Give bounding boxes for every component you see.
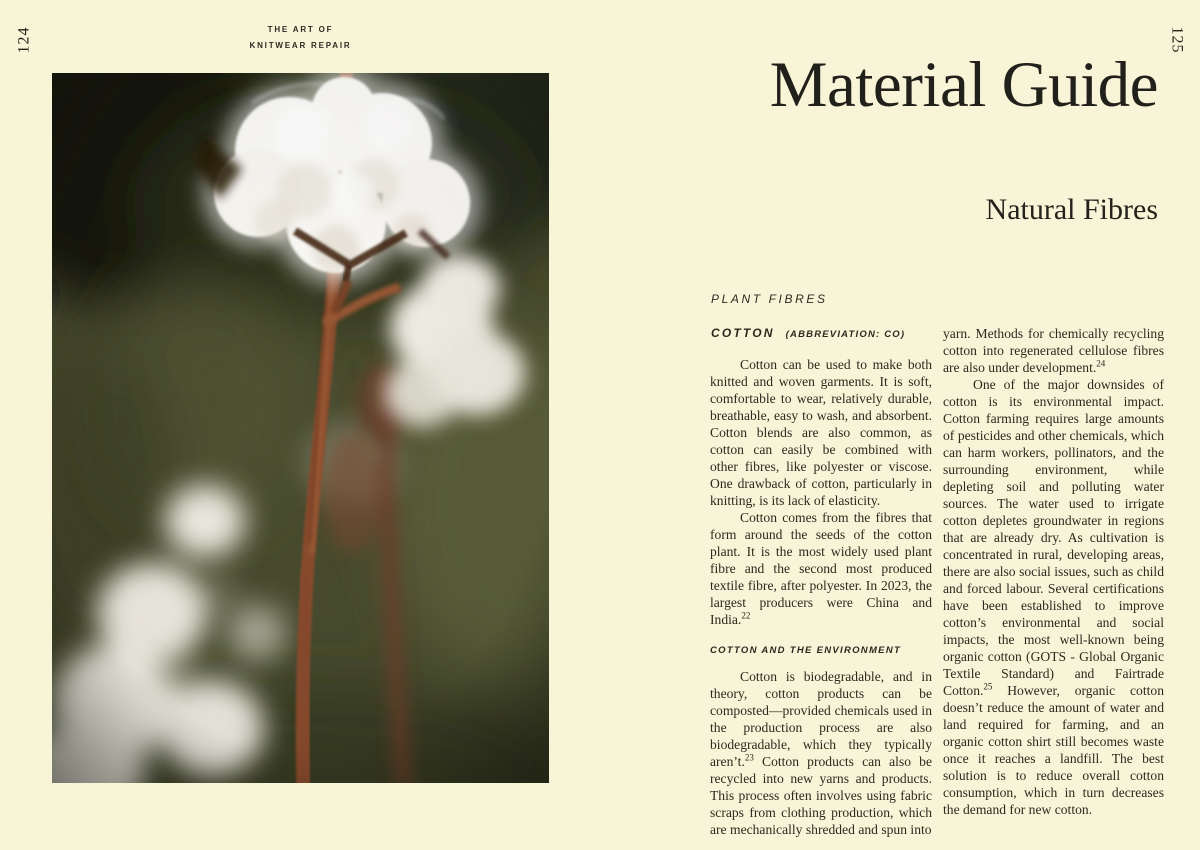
section-label-plant-fibres: PLANT FIBRES	[711, 292, 828, 306]
paragraph	[710, 509, 932, 628]
running-header-line1: THE ART OF	[267, 25, 334, 34]
entry-name: COTTON	[711, 326, 775, 340]
running-header-line2: KNITWEAR REPAIR	[249, 41, 352, 50]
page-number-right	[1154, 18, 1198, 62]
paragraph-text: Cotton comes from the fibres that form around the seeds of the cotton plant. It is the most widely used plant fibre and the second most produced textile fibre, after polyester. In 2023, the largest producers were China and India.	[710, 510, 932, 627]
entry-heading-cotton	[711, 326, 905, 340]
footnote-reference: 25	[983, 681, 993, 692]
paragraph	[943, 376, 1164, 818]
page-number-right-text: 125	[1168, 26, 1185, 54]
text-column-1	[710, 356, 932, 838]
footnote-reference: 23	[744, 752, 754, 763]
text-column-2	[943, 325, 1164, 818]
entry-abbreviation: (ABBREVIATION: CO)	[785, 329, 906, 340]
paragraph-text: yarn. Methods for chemically recycling cotton into regenerated cellulose fibres are also under development.	[943, 326, 1164, 375]
paragraph-text: Cotton products can also be recycled into new yarns and products. This process often involves using fabric scraps from clothing production, which are mechanically shredded and spun into	[710, 754, 932, 837]
page-title: Material Guide	[769, 49, 1158, 121]
paragraph	[710, 668, 932, 838]
photo-vignette	[52, 73, 549, 783]
paragraph-text: One of the major downsides of cotton is its environmental impact. Cotton farming requires large amounts of pesticides and other chemicals, which can harm workers, pollinators, and the surrounding environment, while depleting soil and polluting water sources. The water used to irrigate cotton depletes groundwater in regions that are already dry. As cultivation is concentrated in rural, developing areas, there are also social issues, such as child and forced labour. Several certifications have been established to improve cotton’s environmental and social impacts, the most well-known being organic cotton (GOTS - Global Organic Textile Standard) and Fairtrade Cotton.	[943, 377, 1164, 698]
paragraph-text: Cotton can be used to make both knitted and woven garments. It is soft, comfortable to wear, relatively durable, breathable, easy to wash, and absorbent. Cotton blends are also common, as cotton can easily be combined with other fibres, like polyester or viscose. One drawback of cotton, particularly in knitting, is its lack of elasticity.	[710, 357, 932, 508]
cotton-plant-photo	[52, 73, 549, 783]
footnote-reference: 22	[741, 610, 751, 621]
paragraph-text: Cotton is biodegradable, and in theory, cotton products can be composted—provided chemicals used in the production process are also biodegradable, which they typically aren’t.	[710, 669, 932, 769]
paragraph	[710, 356, 932, 509]
footnote-reference: 24	[1096, 358, 1106, 369]
running-header	[52, 22, 549, 54]
paragraph-text: However, organic cotton doesn’t reduce the amount of water and land required for farming, and an organic cotton shirt still becomes waste once it reaches a landfill. The best solution is to reduce overall cotton consumption, which in turn decreases the demand for new cotton.	[943, 683, 1164, 817]
paragraph	[943, 325, 1164, 376]
page-subtitle: Natural Fibres	[985, 193, 1158, 226]
page-number-left	[2, 18, 46, 62]
page-number-left-text: 124	[15, 26, 32, 54]
subheading-cotton-environment: COTTON AND THE ENVIRONMENT	[710, 645, 902, 656]
